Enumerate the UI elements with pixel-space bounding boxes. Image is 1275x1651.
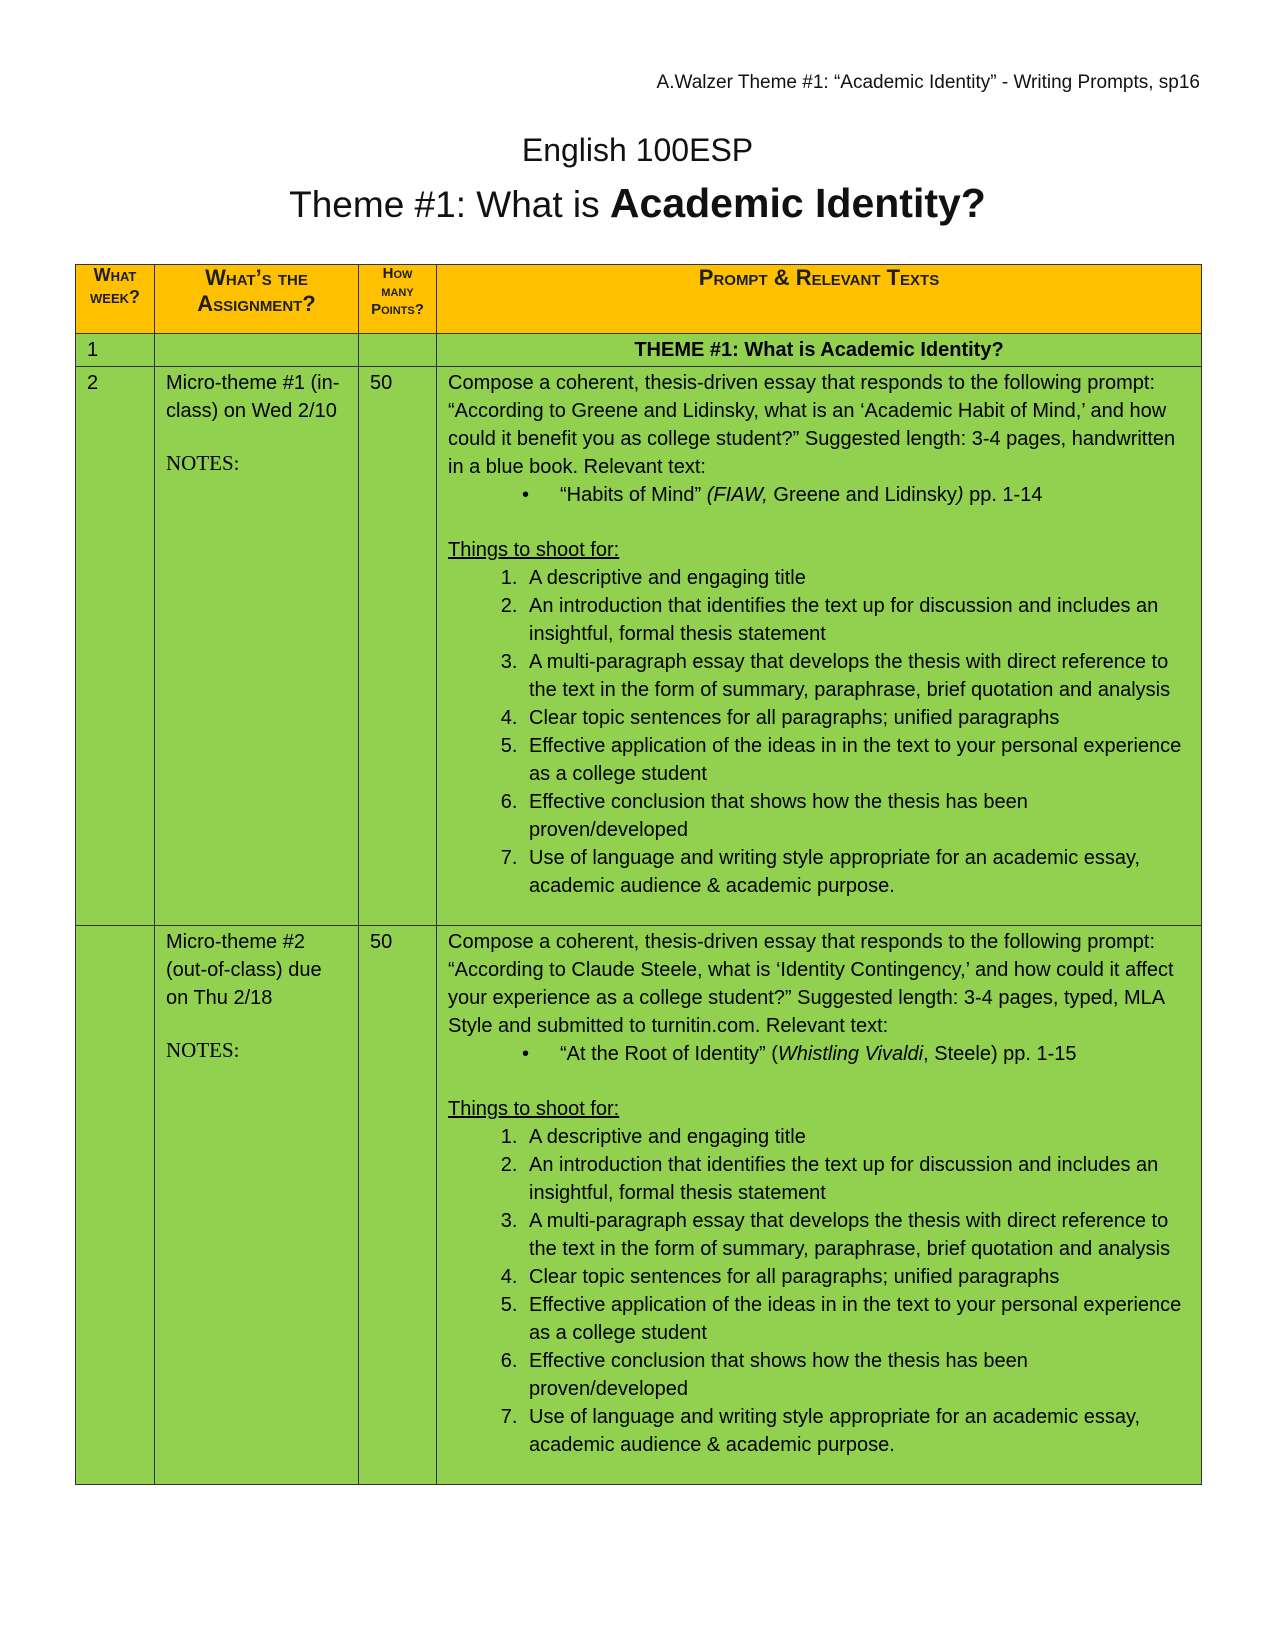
relevant-text-part: pp. 1-14 bbox=[963, 484, 1043, 506]
header-points-line-2: many bbox=[381, 283, 414, 300]
prompt-cell bbox=[437, 367, 1202, 926]
assignment-name: Micro-theme #2 (out-of-class) due on Thu 2/18 bbox=[166, 931, 322, 1009]
prompt-text: Compose a coherent, thesis-driven essay that responds to the following prompt: “According to Greene and Lidinsky, what is an ‘Academic Habit of Mind,’ and how could it benefit you as college student?” Suggested length: 3-4 pages, handwritten in a blue book. Relevant text: bbox=[448, 372, 1176, 478]
criteria-heading: Things to shoot for: bbox=[448, 539, 620, 561]
criteria-list bbox=[448, 564, 1190, 900]
relevant-text-italic: (FIAW, bbox=[706, 484, 768, 506]
header-points-line-1: How bbox=[382, 265, 413, 282]
title-prefix: Theme #1: What is bbox=[289, 184, 610, 225]
relevant-text-italic: Whistling Vivaldi bbox=[777, 1043, 924, 1065]
assignment-cell bbox=[155, 367, 359, 926]
week-value: 2 bbox=[87, 372, 99, 394]
assignment-cell bbox=[155, 926, 359, 1485]
points-value: 50 bbox=[370, 931, 393, 953]
points-cell bbox=[359, 334, 437, 367]
points-value: 50 bbox=[370, 372, 393, 394]
criteria-item: 5. Effective application of the ideas in in the text to your personal experience as a college student bbox=[523, 732, 1190, 788]
criteria-item: 1. A descriptive and engaging title bbox=[523, 564, 1190, 592]
header-assignment-line-1: What’s the bbox=[205, 265, 308, 290]
week-cell bbox=[76, 367, 155, 926]
page-title bbox=[0, 180, 1275, 227]
header-prompt: Prompt & Relevant Texts bbox=[437, 265, 1202, 334]
relevant-text-part: Greene and Lidinsky bbox=[767, 484, 957, 506]
prompt-text: Compose a coherent, thesis-driven essay that responds to the following prompt: “According to Claude Steele, what is ‘Identity Contingency,’ and how could it affect your experience as a college student?” Suggested length: 3-4 pages, typed, MLA Style and submitted to turnitin.com. Relevant text: bbox=[448, 931, 1174, 1037]
assignment-table bbox=[75, 264, 1202, 1485]
relevant-text-list bbox=[448, 481, 1190, 509]
prompt-cell bbox=[437, 926, 1202, 1485]
header-assignment bbox=[155, 265, 359, 334]
header-points bbox=[359, 265, 437, 334]
criteria-item: 1. A descriptive and engaging title bbox=[523, 1123, 1190, 1151]
notes-label: NOTES: bbox=[166, 1038, 240, 1062]
criteria-list bbox=[448, 1123, 1190, 1459]
table-row bbox=[76, 334, 1202, 367]
criteria-item: 2. An introduction that identifies the text up for discussion and includes an insightful, formal thesis statement bbox=[523, 1151, 1190, 1207]
criteria-item: 6. Effective conclusion that shows how the thesis has been proven/developed bbox=[523, 1347, 1190, 1403]
assignment-name: Micro-theme #1 (in-class) on Wed 2/10 bbox=[166, 372, 340, 422]
title-emphasis: Academic Identity? bbox=[609, 180, 986, 226]
theme-heading-cell bbox=[437, 334, 1202, 367]
points-cell bbox=[359, 367, 437, 926]
relevant-text-part: “At the Root of Identity” ( bbox=[560, 1043, 778, 1065]
header-points-line-3: Points? bbox=[371, 301, 424, 318]
notes-label: NOTES: bbox=[166, 451, 240, 475]
criteria-item: 7. Use of language and writing style appropriate for an academic essay, academic audience & academic purpose. bbox=[523, 1403, 1190, 1459]
relevant-text-list bbox=[448, 1040, 1190, 1068]
relevant-text-part: , Steele) pp. 1-15 bbox=[923, 1043, 1077, 1065]
criteria-heading: Things to shoot for: bbox=[448, 1098, 620, 1120]
course-title: English 100ESP bbox=[521, 132, 754, 168]
relevant-text-italic: ) bbox=[956, 484, 964, 506]
criteria-item: 3. A multi-paragraph essay that develops the thesis with direct reference to the text in the form of summary, paraphrase, brief quotation and analysis bbox=[523, 1207, 1190, 1263]
week-cell bbox=[76, 926, 155, 1485]
assignment-cell bbox=[155, 334, 359, 367]
table-header-row bbox=[76, 265, 1202, 334]
criteria-item: 4. Clear topic sentences for all paragraphs; unified paragraphs bbox=[523, 704, 1190, 732]
header-week bbox=[76, 265, 155, 334]
header-week-line-1: What bbox=[93, 265, 137, 285]
running-header: A.Walzer Theme #1: “Academic Identity” - Writing Prompts, sp16 bbox=[656, 72, 1200, 93]
criteria-item: 4. Clear topic sentences for all paragraphs; unified paragraphs bbox=[523, 1263, 1190, 1291]
points-cell bbox=[359, 926, 437, 1485]
relevant-text-item bbox=[560, 481, 1190, 509]
relevant-text-item bbox=[560, 1040, 1190, 1068]
week-value: 1 bbox=[87, 339, 99, 361]
week-value bbox=[76, 926, 154, 930]
criteria-item: 7. Use of language and writing style appropriate for an academic essay, academic audience & academic purpose. bbox=[523, 844, 1190, 900]
week-cell bbox=[76, 334, 155, 367]
header-assignment-line-2: Assignment? bbox=[197, 291, 316, 317]
criteria-item: 6. Effective conclusion that shows how the thesis has been proven/developed bbox=[523, 788, 1190, 844]
criteria-item: 3. A multi-paragraph essay that develops the thesis with direct reference to the text in the form of summary, paraphrase, brief quotation and analysis bbox=[523, 648, 1190, 704]
criteria-item: 5. Effective application of the ideas in in the text to your personal experience as a college student bbox=[523, 1291, 1190, 1347]
table-row bbox=[76, 367, 1202, 926]
criteria-item: 2. An introduction that identifies the text up for discussion and includes an insightful, formal thesis statement bbox=[523, 592, 1190, 648]
header-week-line-2: week? bbox=[90, 286, 140, 307]
relevant-text-part: “Habits of Mind” bbox=[560, 484, 707, 506]
theme-heading: THEME #1: What is Academic Identity? bbox=[634, 339, 1004, 361]
table-row bbox=[76, 926, 1202, 1485]
